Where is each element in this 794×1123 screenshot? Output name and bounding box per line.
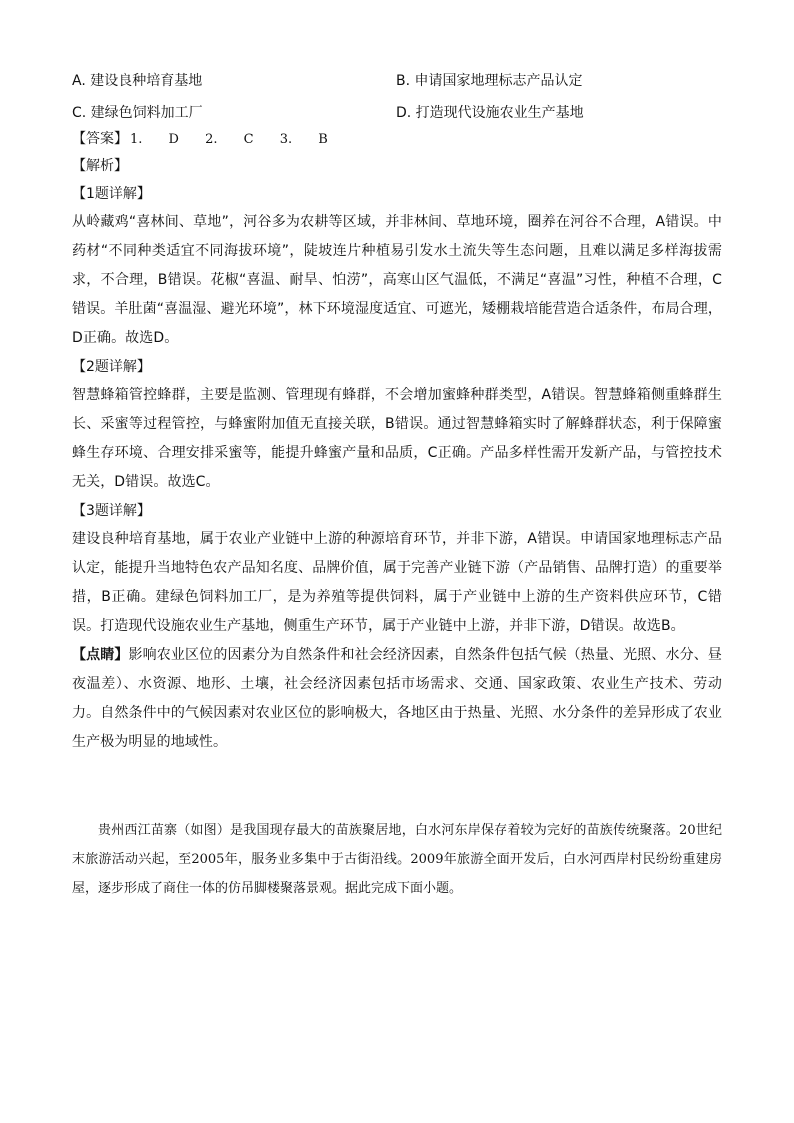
q2-explanation: 智慧蜂箱管控蜂群，主要是监测、管理现有蜂群，不会增加蜜蜂种群类型，A错误。智慧蜂箱侧重蜂群生长、采蜜等过程管控，与蜂蜜附加值无直接关联，B错误。通过智慧蜂箱实时了解蜂群状态，利于保障蜜蜂生存环境、合理安排采蜜等，能提升蜂蜜产量和品质，C正确。产品多样性需开发新产品，与管控技术无关，D错误。故选C。 — [72, 387, 722, 490]
tip-text: 影响农业区位的因素分为自然条件和社会经济因素，自然条件包括气候（热量、光照、水分、昼夜温差）、水资源、地形、土壤，社会经济因素包括市场需求、交通、国家政策、农业生产技术、劳动力。自然条件中的气候因素对农业区位的影响极大，各地区由于热量、光照、水分条件的差异形成了农业生产极为明显的地域性。 — [72, 647, 722, 750]
option-d: D. 打造现代设施农业生产基地 — [396, 105, 584, 121]
tip-paragraph — [72, 641, 722, 757]
tip-tag: 【点睛】 — [72, 647, 129, 663]
q1-heading: 【1题详解】 — [72, 186, 151, 202]
options-row-1 — [72, 64, 732, 96]
option-b: B. 申请国家地理标志产品认定 — [396, 73, 583, 89]
q3-explanation: 建设良种培育基地，属于农业产业链中上游的种源培育环节，并非下游，A错误。申请国家地理标志产品认定，能提升当地特色农产品知名度、品牌价值，属于完善产业链下游（产品销售、品牌打造）的重要举措，B正确。建绿色饲料加工厂，是为养殖等提供饲料，属于产业链中上游的生产资料供应环节，C错误。打造现代设施农业生产基地，侧重生产环节，属于产业链中上游，并非下游，D错误。故选B。 — [72, 531, 722, 634]
reading-passage: 贵州西江苗寨（如图）是我国现存最大的苗族聚居地，白水河东岸保存着较为完好的苗族传统聚落。20世纪末旅游活动兴起，至2005年，服务业多集中于古街沿线。2009年旅游全面开发后，白水河西岸村民纷纷重建房屋，逐步形成了商住一体的仿吊脚楼聚落景观。据此完成下面小题。 — [72, 823, 722, 896]
q2-heading: 【2题详解】 — [72, 359, 151, 375]
answer-options — [72, 64, 732, 128]
solution-content — [72, 126, 722, 757]
option-c: C. 建绿色饲料加工厂 — [72, 105, 203, 121]
answer-tag: 【答案】 — [72, 131, 128, 147]
q3-heading: 【3题详解】 — [72, 503, 151, 519]
q1-explanation: 从岭藏鸡“喜林间、草地”，河谷多为农耕等区域，并非林间、草地环境，圈养在河谷不合理，A错误。中药材“不同种类适宜不同海拔环境”，陡坡连片种植易引发水土流失等生态问题，且难以满足多样海拔需求，不合理，B错误。花椒“喜温、耐旱、怕涝”，高寒山区气温低，不满足“喜温”习性，种植不合理，C错误。羊肚菌“喜温湿、避光环境”，林下环境湿度适宜、可遮光，矮棚栽培能营造合适条件，布局合理，D正确。故选D。 — [72, 214, 722, 346]
options-row-2 — [72, 96, 732, 128]
answer-values: 1. D 2. C 3. B — [130, 132, 328, 147]
analysis-heading: 【解析】 — [72, 158, 128, 174]
option-a: A. 建设良种培育基地 — [72, 73, 203, 89]
answer-line — [72, 126, 722, 152]
